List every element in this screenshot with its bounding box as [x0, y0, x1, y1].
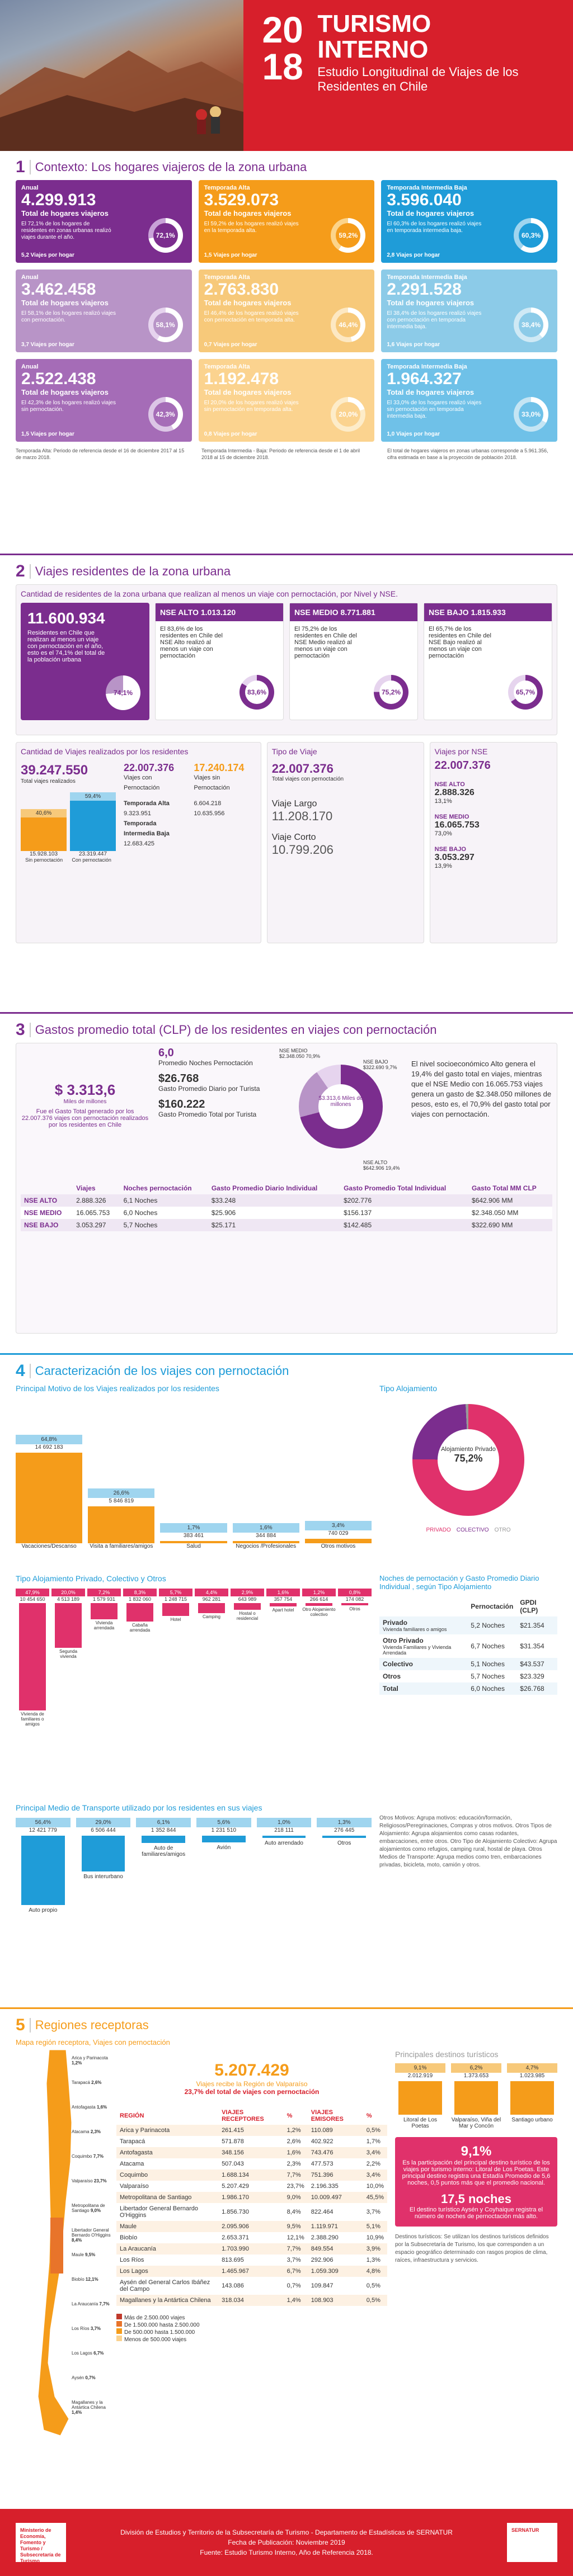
section-title: Regiones receptoras	[30, 2018, 149, 2033]
nse-trip-item: NSE BAJO 3.053.297 13,9%	[434, 846, 475, 869]
nse-card: NSE BAJO 1.815.933 El 65,7% de los residentes en Chile del NSE Bajo realizó al menos un viaje con pernoctación 65,7%	[424, 603, 552, 720]
nights-table: Noches de pernoctación y Gasto Promedio Diario Individual , según Tipo Alojamiento Pernoctación GPDI (CLP) Privado Vivienda familiares o amigos 5,2 Noches $21.354 Otro Privado Vivienda Familiares y Vivienda Arrendada 6,7 Noches $31.354 Colectivo 5,1 Noches $43.537 Otros 5,7 Noches $23.329 Total 6,0 Noches $26.768	[379, 1574, 557, 1798]
table-row: Total 6,0 Noches $26.768	[379, 1682, 557, 1695]
nse-cards	[155, 603, 552, 720]
destination: 4,7% 1.023.985 Santiago urbano	[507, 2063, 557, 2129]
motive-bar: 1,6% 344 884 Negocios /Profesionales	[233, 1523, 299, 1549]
lodging-type: Tipo Alojamiento Alojamiento Privado 75,2% PRIVADO COLECTIVO OTRO	[379, 1384, 557, 1568]
trip-type-box: Tipo de Viaje 22.007.376 Total viajes con pernoctación Viaje Largo 11.208.170 Viaje Corto 10.799.206	[267, 742, 424, 943]
map-region-label: Los Ríos 3,7%	[72, 2326, 101, 2331]
table-row: Colectivo 5,1 Noches $43.537	[379, 1658, 557, 1670]
lodging-bar: 1,6% 357 754 Apart hotel	[266, 1589, 300, 1613]
map-region-label: Magallanes y la Antártica Chilena 1,4%	[72, 2400, 106, 2415]
lodging-bar: 4,4% 962 281 Camping	[195, 1589, 228, 1619]
table-row: NSE ALTO 2.888.326 6,1 Noches $33.248 $202.776 $642.906 MM	[21, 1194, 552, 1207]
section-title: Caracterización de los viajes con pernoctación	[30, 1364, 289, 1378]
table-row: La Araucanía 1.703.990 7,7% 849.554 3,9%	[116, 2243, 387, 2254]
footer-source: Fuente: Estudio Turismo Interno, Año de Referencia 2018.	[200, 2549, 373, 2556]
household-card: Anual 4.299.913 Total de hogares viajeros El 72,1% de los hogares de residentes en zonas urbanas realizó viajes durante el año. 5,2 Viajes por hogar 72,1%	[16, 180, 192, 263]
table-row: Antofagasta 348.156 1,6% 743.476 3,4%	[116, 2147, 387, 2158]
report-year: 20 18	[262, 9, 303, 87]
motive-bar: 26,6% 5 846 819 Visita a familiares/amigos	[88, 1488, 154, 1550]
section-context	[0, 151, 573, 554]
report-subtitle: Estudio Longitudinal de Viajes de los Residentes en Chile	[317, 65, 519, 93]
table-row: Privado Vivienda familiares o amigos 5,2 Noches $21.354	[379, 1617, 557, 1634]
lodging-bar: 0,8% 174 082 Otros	[338, 1589, 372, 1611]
section-number: 1	[16, 158, 25, 176]
map-region-label: Metropolitana de Santiago 9,0%	[72, 2203, 105, 2213]
footer-date: Fecha de Publicación: Noviembre 2019	[228, 2539, 345, 2546]
household-card: Anual 2.522.438 Total de hogares viajeros El 42,3% de los hogares realizó viajes sin pernoctación. 1,5 Viajes por hogar 42,3%	[16, 359, 192, 442]
household-card: Temporada Intermedia Baja 1.964.327 Total de hogares viajeros El 33,0% de los hogares realizó viajes sin pernoctación en temporada intermedia baja. 1,0 Viajes por hogar 33,0%	[381, 359, 557, 442]
title-line-1: TURISMO	[317, 10, 431, 37]
table-row: Metropolitana de Santiago 1.986.170 9,0% 10.009.497 45,5%	[116, 2192, 387, 2203]
nse-residents-box	[16, 584, 557, 735]
legend-item: De 500.000 hasta 1.500.000	[116, 2328, 387, 2336]
table-row: Libertador General Bernardo O'Higgins 1.856.730 8,4% 822.464 3,7%	[116, 2203, 387, 2221]
table-row: Otro Privado Vivienda Familiares y Vivienda Arrendada 6,7 Noches $31.354	[379, 1634, 557, 1658]
map-region-label: Tarapacá 2,6%	[72, 2080, 102, 2085]
highlight-box: 9,1% Es la participación del principal destino turístico de los viajes por turismo interno: Litoral de Los Poetas. Este principal destino registra una Estadía Promedio de 5,6 noches, 0,5 puntos más que el promedio nacional. 17,5 noches El destino turístico Aysén y Coyhaique registra el número de noches de pernoctación más alto.	[395, 2137, 557, 2227]
map-region-label: Arica y Parinacota 1,2%	[72, 2055, 108, 2065]
motive-chart: Principal Motivo de los Viajes realizados por los residentes 64,8% 14 692 183 Vacaciones/Descanso 26,6% 5 846 819 Visita a familiares/amigos 1,7% 383 461 Salud 1,6% 344 884 Negocios /Profesionales 3,4% 740 029 Otros motivos	[16, 1384, 372, 1568]
map-region-label: Maule 9,5%	[72, 2252, 96, 2257]
household-card: Temporada Alta 3.529.073 Total de hogares viajeros El 59,2% de los hogares realizó viajes en la temporada alta. 1,5 Viajes por hogar 59,2%	[199, 180, 375, 263]
transport-bar: 56,4% 12 421 779 Auto propio	[16, 1818, 71, 1974]
header-photo	[0, 0, 243, 151]
sernatur-logo: SERNATUR	[507, 2523, 557, 2562]
table-row: Tarapacá 571.878 2,6% 402.922 1,7%	[116, 2136, 387, 2147]
section-title: Viajes residentes de la zona urbana	[30, 564, 231, 579]
lodging-bar: 5,7% 1 248 715 Hotel	[159, 1589, 192, 1622]
nse-card: NSE MEDIO 8.771.881 El 75,2% de los residentes en Chile del NSE Medio realizó al menos un viaje con pernoctación 75,2%	[289, 603, 418, 720]
table-row: Arica y Parinacota 261.415 1,2% 110.089 0,5%	[116, 2125, 387, 2136]
table-row: Valparaíso 5.207.429 23,7% 2.196.335 10,0%	[116, 2181, 387, 2192]
table-row: Los Ríos 813.695 3,7% 292.906 1,3%	[116, 2254, 387, 2266]
table-row: NSE BAJO 3.053.297 5,7 Noches $25.171 $142.485 $322.690 MM	[21, 1219, 552, 1231]
section-regions: 5 Regiones receptoras Mapa región receptora, Viajes con pernoctación Arica y Parinacota 1,2% Tarapacá 2,6% Antofagasta 1,6% Atacama 2,3% Coquimbo 7,7% Valparaíso 23,7% Metropolitana de Santiago 9,0% Libertador General Bernardo O'Higgins 8,4% Maule 9,5% Biobío 12,1% La Araucanía 7,7% Los Ríos 3,7% Los Lagos 6,7% Aysén 0,7% Magallanes y la Antártica Chilena 1,4% 5.207.429 Viajes recibe la Región de Valparaíso 23,7% del total de viajes con pernoctación REGIÓN VIAJES RECEPTORES % VIAJES EMISORES % Arica y Parinacota 261.415 1,2% 110.089 0,5% Tarapacá 571.878 2,6% 402.922 1,7% Antofagasta 348.156 1,6% 743.476 3,4% Atacama 507.043 2,3% 477.573 2,2% Coquimbo 1.688.134 7,7% 751.396 3,4% Valparaíso 5.207.429 23,7% 2.196.335 10,0% Metropolitana de Santiago 1.986.170 9,0% 10.009.497 45,5% Libertador General Bernardo O'Higgins 1.856.730 8,4% 822.464 3,7% Maule 2.095.906 9,5% 1.119.971 5,1% Biobío 2.653.371 12,1% 2.388.290 10,9% La Araucanía 1.703.990 7,7% 849.554 3,9% Los Ríos 813.695 3,7% 292.906 1,3% Los Lagos 1.465.967 6,7% 1.059.309 4,8% Aysén del General Carlos Ibáñez del Campo 143.086 0,7% 109.847 0,5% Magallanes y la Antártica Chilena 318.034 1,4% 108.903 0,5% Más de 2.500.000 viajes De 1.500.000 hasta 2.500.000 De 500.000 hasta 1.500.000 Menos de 500.000 viajes Principales destinos turísticos 9,1% 2.012.919 Litoral de Los Poetas 6,2% 1.373.653 Valparaíso, Viña del Mar y Concón 4,7% 1.023.985 Santiago urbano 9,1% Es la participación del principal destino turístico de los viajes por turismo interno: Litoral de Los Poetas. Este principal destino registra una Estadía Promedio de 5,6 noches, 0,5 puntos más que el promedio nacional. 17,5 noches El destino turístico Aysén y Coyhaique registra el número de noches de pernoctación más alto. Destinos turísticos: Se utilizan los destinos turísticos definidos por la Subsecretaría de Turismo, los que corresponden a un espacio geográfico determinado con rasgos propios de clima, raíces, infraestructura y servicios.	[0, 2007, 573, 2576]
section-number: 4	[16, 1362, 25, 1380]
destination: 6,2% 1.373.653 Valparaíso, Viña del Mar y Concón	[451, 2063, 501, 2129]
nse-card: NSE ALTO 1.013.120 El 83,6% de los residentes en Chile del NSE Alto realizó al menos un viaje con pernoctación 83,6%	[155, 603, 284, 720]
section-trips	[0, 554, 573, 1012]
trips-count-box: Cantidad de Viajes realizados por los residentes 39.247.550 Total viajes realizados 40,6% 15.928.103 59,4% 23.319.447 Sin pernoctación Con pernoctación 22.007.376 Viajes con Pernoctación Temporada Alta 9.323.951 Temporada Intermedia Baja 12.683.425 17.240.174 Viajes sin Pernoctación 6.604.218 10.635.956	[16, 742, 261, 943]
lodging-bar: 47,9% 10 454 650 Vivienda de familiares o amigos	[16, 1589, 49, 1727]
lodging-bar: 1,2% 266 614 Otro Alojamiento colectivo	[302, 1590, 336, 1617]
section-spending	[0, 1012, 573, 1353]
lodging-subtype-chart: Tipo Alojamiento Privado, Colectivo y Otros 47,9% 10 454 650 Vivienda de familiares o amigos 20,0% 4 513 189 Segunda vivienda 7,2% 1 579 931 Vivienda arrendada 8,3% 1 832 060 Cabaña arrendada 5,7% 1 248 715 Hotel 4,4% 962 281 Camping 2,9% 643 989 Hostal o residencial 1,6% 357 754 Apart hotel 1,2% 266 614 Otro Alojamiento colectivo 0,8% 174 082 Otros	[16, 1574, 372, 1798]
map-region-label: Antofagasta 1,6%	[72, 2105, 107, 2110]
section-title: Gastos promedio total (CLP) de los residentes en viajes con pernoctación	[30, 1023, 437, 1037]
map-region-label: Atacama 2,3%	[72, 2129, 101, 2134]
section-characterization	[0, 1353, 573, 2007]
household-card: Anual 3.462.458 Total de hogares viajeros El 58,1% de los hogares realizó viajes con pernoctación. 3,7 Viajes por hogar 58,1%	[16, 270, 192, 352]
section-number: 2	[16, 562, 25, 580]
destination: 9,1% 2.012.919 Litoral de Los Poetas	[395, 2063, 445, 2129]
context-notes: Temporada Alta: Periodo de referencia desde el 16 de diciembre 2017 al 15 de marzo 2018. Temporada Intermedia - Baja: Periodo de referencia desde el 1 de abril 2018 al 15 de diciembre 2018. El total de hogares viajeros en zonas urbanas corresponde a 5.961.356, cifra estimada en base a la proyección de población 2018.	[16, 448, 548, 460]
transport-bar: 1,3% 276 445 Otros	[317, 1818, 372, 1974]
nse-trip-item: NSE MEDIO 16.065.753 73,0%	[434, 814, 480, 837]
table-row: Magallanes y la Antártica Chilena 318.034 1,4% 108.903 0,5%	[116, 2295, 387, 2306]
regions-table: REGIÓN VIAJES RECEPTORES % VIAJES EMISORES % Arica y Parinacota 261.415 1,2% 110.089 0,5% Tarapacá 571.878 2,6% 402.922 1,7% Antofagasta 348.156 1,6% 743.476 3,4% Atacama 507.043 2,3% 477.573 2,2% Coquimbo 1.688.134 7,7% 751.396 3,4% Valparaíso 5.207.429 23,7% 2.196.335 10,0% Metropolitana de Santiago 1.986.170 9,0% 10.009.497 45,5% Libertador General Bernardo O'Higgins 1.856.730 8,4% 822.464 3,7% Maule 2.095.906 9,5% 1.119.971 5,1% Biobío 2.653.371 12,1% 2.388.290 10,9% La Araucanía 1.703.990 7,7% 849.554 3,9% Los Ríos 813.695 3,7% 292.906 1,3% Los Lagos 1.465.967 6,7% 1.059.309 4,8% Aysén del General Carlos Ibáñez del Campo 143.086 0,7% 109.847 0,5% Magallanes y la Antártica Chilena 318.034 1,4% 108.903 0,5%	[116, 2107, 387, 2306]
table-row: Otros 5,7 Noches $23.329	[379, 1670, 557, 1682]
chile-map	[16, 2050, 111, 2441]
section-title: Contexto: Los hogares viajeros de la zona urbana	[30, 160, 307, 174]
total-spend: $ 3.313,6 Miles de millones Fue el Gasto Total generado por los 22.007.376 viajes con pernoctación realizados por los residentes en Chile	[21, 1081, 149, 1128]
transport-chart: Principal Medio de Transporte utilizado por los residentes en sus viajes 56,4% 12 421 779 Auto propio 29,0% 6 506 444 Bus interurbano 6,1% 1 352 844 Auto de familiares/amigos 5,6% 1 231 510 Avión 1,0% 218 111 Auto arrendado 1,3% 276 445 Otros	[16, 1803, 372, 1988]
table-row: Maule 2.095.906 9,5% 1.119.971 5,1%	[116, 2221, 387, 2232]
household-card: Temporada Alta 1.192.478 Total de hogares viajeros El 20,0% de los hogares realizó viajes sin pernoctación en temporada alta. 0,8 Viajes por hogar 20,0%	[199, 359, 375, 442]
spending-table: Viajes Noches pernoctación Gasto Promedio Diario Individual Gasto Promedio Total Individual Gasto Total MM CLP NSE ALTO 2.888.326 6,1 Noches $33.248 $202.776 $642.906 MM NSE MEDIO 16.065.753 6,0 Noches $25.906 $156.137 $2.348.050 MM NSE BAJO 3.053.297 5,7 Noches $25.171 $142.485 $322.690 MM	[21, 1182, 552, 1231]
table-row: Atacama 507.043 2,3% 477.573 2,2%	[116, 2158, 387, 2169]
spending-box: $ 3.313,6 Miles de millones Fue el Gasto Total generado por los 22.007.376 viajes con pernoctación realizados por los residentes en Chile 6,0 Promedio Noches Pernoctación $26.768 Gasto Promedio Diario por Turista $160.222 Gasto Promedio Total por Turista $3.313,6 Miles de millones NSE MEDIO $2.348.050 70,9% NSE BAJO $322.690 9,7% NSE ALTO $642.906 19,4% El nivel socioeconómico Alto genera el 19,4% del gasto total en viajes, mientras que el NSE Medio con 16.065.753 viajes genera un gasto de $2.348.050 millones de pesos, esto es, el 70,9% del gasto total por viajes con pernoctación. Viajes Noches pernoctación Gasto Promedio Diario Individual Gasto Promedio Total Individual Gasto Total MM CLP NSE ALTO 2.888.326 6,1 Noches $33.248 $202.776 $642.906 MM NSE MEDIO 16.065.753 6,0 Noches $25.906 $156.137 $2.348.050 MM NSE BAJO 3.053.297 5,7 Noches $25.171 $142.485 $322.690 MM	[16, 1043, 557, 1334]
household-cards	[16, 180, 557, 442]
nse-trips-box: Viajes por NSE 22.007.376 NSE ALTO 2.888.326 13,1% NSE MEDIO 16.065.753 73,0% NSE BAJO 3.053.297 13,9%	[430, 742, 557, 943]
lodging-bar: 20,0% 4 513 189 Segunda vivienda	[51, 1589, 85, 1659]
transport-bar: 6,1% 1 352 844 Auto de familiares/amigos	[136, 1818, 191, 1974]
household-card: Temporada Intermedia Baja 3.596.040 Total de hogares viajeros El 60,3% de los hogares realizó viajes en temporada intermedia baja. 2,8 Viajes por hogar 60,3%	[381, 180, 557, 263]
table-row: Los Lagos 1.465.967 6,7% 1.059.309 4,8%	[116, 2266, 387, 2277]
map-region-label: Libertador General Bernardo O'Higgins 8,4%	[72, 2228, 111, 2243]
legend-item: Más de 2.500.000 viajes	[116, 2314, 387, 2321]
table-row: Aysén del General Carlos Ibáñez del Campo 143.086 0,7% 109.847 0,5%	[116, 2277, 387, 2295]
map-region-label: Biobío 12,1%	[72, 2277, 98, 2282]
table-row: NSE MEDIO 16.065.753 6,0 Noches $25.906 $156.137 $2.348.050 MM	[21, 1207, 552, 1219]
legend-item: Menos de 500.000 viajes	[116, 2336, 387, 2343]
household-card: Temporada Intermedia Baja 2.291.528 Total de hogares viajeros El 38,4% de los hogares realizó viajes con pernoctación en temporada intermedia baja. 1,6 Viajes por hogar 38,4%	[381, 270, 557, 352]
household-card: Temporada Alta 2.763.830 Total de hogares viajeros El 46,4% de los hogares realizó viajes con pernoctación en temporada alta. 0,7 Viajes por hogar 46,4%	[199, 270, 375, 352]
lodging-bar: 7,2% 1 579 931 Vivienda arrendada	[87, 1589, 121, 1630]
lodging-bar: 8,3% 1 832 060 Cabaña arrendada	[123, 1589, 157, 1633]
table-row: Coquimbo 1.688.134 7,7% 751.396 3,4%	[116, 2169, 387, 2181]
header	[0, 0, 573, 151]
transport-bar: 1,0% 218 111 Auto arrendado	[257, 1818, 312, 1974]
section-number: 5	[16, 2016, 25, 2034]
nse-spend-pie: $3.313,6 Miles de millones NSE MEDIO $2.348.050 70,9% NSE BAJO $322.690 9,7% NSE ALTO $642.906 19,4%	[279, 1048, 400, 1171]
map-region-label: Coquimbo 7,7%	[72, 2154, 104, 2159]
map-region-label: Los Lagos 6,7%	[72, 2351, 104, 2356]
title-line-2: INTERNO	[317, 36, 429, 63]
footer	[0, 2509, 573, 2576]
nse-trip-item: NSE ALTO 2.888.326 13,1%	[434, 781, 475, 805]
map-region-label: Valparaíso 23,7%	[72, 2178, 107, 2183]
map-region-label: Aysén 0,7%	[72, 2375, 96, 2380]
total-residents-card: 11.600.934 Residentes en Chile que realizan al menos un viaje con pernoctación en el año, esto es el 74,1% del total de la población urbana 74,1%	[21, 603, 149, 720]
characterization-notes: Otros Motivos: Agrupa motivos: educación/formación, Religiosos/Peregrinaciones, Compras y otros motivos. Otros Tipos de Alojamiento: Agrupa alojamientos como casas rodantes, embarcaciones, entre otros. Otro Tipo de Alojamiento Colectivo: Agrupa alojamientos como refugios, camping rural, hostal de playa. Otros Medios de Transporte: Agrupa medios como tren, embarcaciones privadas, bicicleta, moto, camión y otros.	[379, 1815, 557, 1868]
footer-credit: División de Estudios y Territorio de la Subsecretaría de Turismo - Departamento de Estadísticas de SERNATUR	[120, 2528, 453, 2536]
section-number: 3	[16, 1020, 25, 1039]
lodging-bar: 2,9% 643 989 Hostal o residencial	[231, 1589, 264, 1621]
transport-bar: 29,0% 6 506 444 Bus interurbano	[76, 1818, 131, 1974]
ministry-logo: Ministerio de Economía, Fomento y Turismo / Subsecretaría de Turismo	[16, 2523, 66, 2562]
map-region-label: La Araucanía 7,7%	[72, 2301, 110, 2306]
legend-item: De 1.500.000 hasta 2.500.000	[116, 2321, 387, 2328]
motive-bar: 1,7% 383 461 Salud	[160, 1523, 227, 1549]
motive-bar: 64,8% 14 692 183 Vacaciones/Descanso	[16, 1435, 82, 1549]
transport-bar: 5,6% 1 231 510 Avión	[196, 1818, 251, 1974]
table-row: Biobío 2.653.371 12,1% 2.388.290 10,9%	[116, 2232, 387, 2243]
nse-title: Cantidad de residentes de la zona urbana que realizan al menos un viaje con pernoctación, por Nivel y NSE.	[21, 589, 398, 598]
motive-bar: 3,4% 740 029 Otros motivos	[305, 1521, 372, 1550]
header-banner	[243, 0, 573, 151]
